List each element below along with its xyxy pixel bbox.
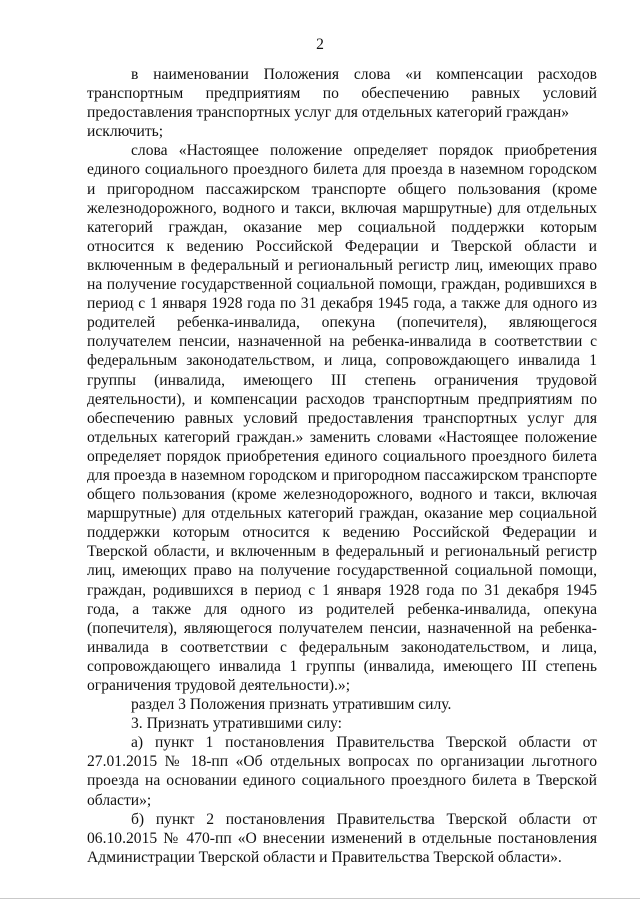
paragraph-exclude: исключить; [87, 123, 164, 141]
body-text [87, 65, 597, 867]
paragraph-words-replacement: слова «Настоящее положение определяет порядок приобретения единого социального проездного билета для проезда в наземном городском и пригородном пассажирском транспорте общего пользования (кроме железнодорожного, водного и такси, включая маршрутные) для отдельных категорий граждан, оказание мер социальной поддержки которым относится к ведению Российской Федерации и Тверской области и включенным в федеральный и региональный регистр лиц, имеющих право на получение государственной социальной помощи, граждан, родившихся в период с 1 января 1928 года по 31 декабря 1945 года, а также для одного из родителей ребенка-инвалида, опекуна (попечителя), являющегося получателем пенсии, назначенной на ребенка-инвалида в соответствии с федеральным законодательством, и лица, сопровождающего инвалида 1 группы (инвалида, имеющего III степень ограничения трудовой деятельности), и компенсации расходов транспортным предприятиям по обеспечению равных условий предоставления транспортных услуг для отдельных категорий граждан.» заменить словами «Настоящее положение определяет порядок приобретения единого социального проездного билета для проезда в наземном городском и пригородном пассажирском транспорте общего пользования (кроме железнодорожного, водного и такси, включая маршрутные) для отдельных категорий граждан, оказание мер социальной поддержки которым относится к ведению Российской Федерации и Тверской области, и включенным в федеральный и региональный регистр лиц, имеющих право на получение государственной социальной помощи, граждан, родившихся в период с 1 января 1928 года по 31 декабря 1945 года, а также для одного из родителей ребенка-инвалида, опекуна (попечителя), являющегося получателем пенсии, назначенной на ребенка-инвалида в соответствии с федеральным законодательством, и лица, сопровождающего инвалида 1 группы (инвалида, имеющего III степень ограничения трудовой деятельности).»; [87, 142, 597, 694]
page-number: 2 [316, 36, 324, 53]
paragraph-section-3-repeal: раздел 3 Положения признать утратившим силу. [131, 696, 452, 714]
paragraph-subitem-b: б) пункт 2 постановления Правительства Тверской области от 06.10.2015 № 470-пп «О внесении изменений в отдельные постановления Администрации Тверской области и Правительства Тверской области». [87, 810, 597, 866]
paragraph-item-3-heading: 3. Признать утратившими силу: [131, 715, 342, 733]
scan-edge-line [0, 898, 640, 899]
paragraph-title-amendment: в наименовании Положения слова «и компенсации расходов транспортным предприятиям по обеспечению равных условий предоставления транспортных услуг для отдельных категорий граждан» [87, 66, 597, 122]
paragraph-subitem-a: а) пункт 1 постановления Правительства Тверской области от 27.01.2015 № 18-пп «Об отдельных вопросах по организации льготного проезда на основании единого социального проездного билета в Тверской области»; [87, 734, 597, 809]
